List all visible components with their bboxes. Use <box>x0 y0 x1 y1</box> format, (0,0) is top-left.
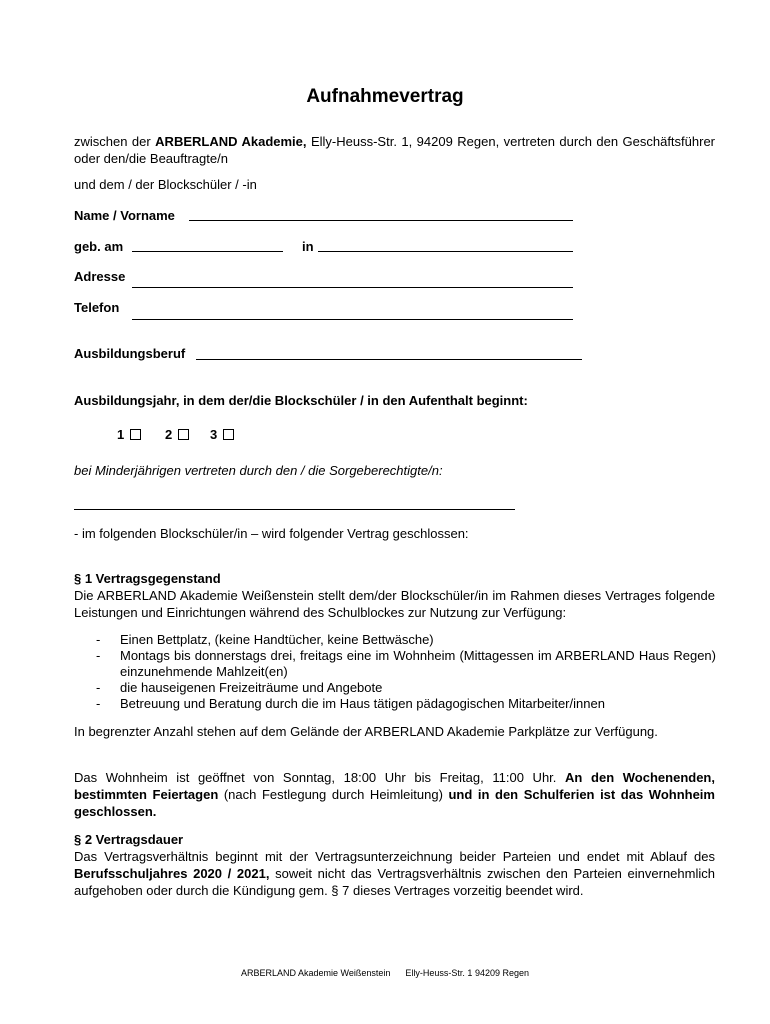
contract-intro: - im folgenden Blockschüler/in – wird folgender Vertrag geschlossen: <box>74 526 469 541</box>
phone-label: Telefon <box>74 300 120 315</box>
opening-text-3: (nach Festlegung durch Heimleitung) <box>218 787 449 802</box>
services-list <box>96 632 716 712</box>
checkbox-icon[interactable] <box>178 429 189 440</box>
opening-text-2: An den Wochenenden, bestimmten Feiertagen <box>74 770 715 802</box>
birthdate-field[interactable] <box>132 238 283 252</box>
checkbox-icon[interactable] <box>130 429 141 440</box>
student-intro: und dem / der Blockschüler / -in <box>74 177 257 192</box>
section-1-text: Die ARBERLAND Akademie Weißenstein stellt dem/der Blockschüler/in im Rahmen dieses Vertrages folgende Leistungen und Einrichtungen während des Schulblockes zur Nutzung zur Verfügung: <box>74 588 715 620</box>
intro-rest: Elly-Heuss-Str. 1, 94209 Regen, vertreten durch den Geschäftsführer oder den/die Beauftragte/n <box>74 134 716 166</box>
name-field[interactable] <box>189 207 573 221</box>
section-2-text-bold: Berufsschuljahres 2020 / 2021, <box>74 866 270 881</box>
footer-org: ARBERLAND Akademie Weißenstein <box>241 968 391 978</box>
year-option-3[interactable] <box>210 427 234 442</box>
checkbox-icon[interactable] <box>223 429 234 440</box>
parking-paragraph: In begrenzter Anzahl stehen auf dem Gelände der ARBERLAND Akademie Parkplätze zur Verfügung. <box>74 724 658 739</box>
birthplace-label: in <box>302 239 314 254</box>
profession-field[interactable] <box>196 346 582 360</box>
section-2-heading: § 2 Vertragsdauer <box>74 832 184 847</box>
intro-paragraph <box>74 133 715 167</box>
list-item: - Betreuung und Beratung durch die im Haus tätigen pädagogischen Mitarbeiter/innen <box>96 696 716 712</box>
profession-label: Ausbildungsberuf <box>74 346 186 361</box>
list-item-text: die hauseigenen Freizeiträume und Angebote <box>120 680 383 695</box>
year-option-1-label: 1 <box>117 427 125 442</box>
section-1-heading: § 1 Vertragsgegenstand <box>74 571 221 586</box>
birthdate-label: geb. am <box>74 239 124 254</box>
document-title: Aufnahmevertrag <box>306 86 464 107</box>
intro-org: ARBERLAND Akademie, <box>155 134 307 149</box>
opening-text-4: und in den Schulferien ist das Wohnheim geschlossen. <box>74 787 715 819</box>
footer-address: Elly-Heuss-Str. 1 94209 Regen <box>405 968 529 978</box>
section-2-text <box>74 848 715 899</box>
guardian-field[interactable] <box>74 497 515 510</box>
year-option-3-label: 3 <box>210 427 218 442</box>
list-item: - Montags bis donnerstags drei, freitags eine im Wohnheim (Mittagessen im ARBERLAND Haus Regen) einzunehmende Mahlzeit(en) <box>96 648 716 679</box>
birthplace-field[interactable] <box>318 238 573 252</box>
page-footer <box>0 968 770 978</box>
opening-hours-paragraph <box>74 769 715 820</box>
section-1 <box>74 570 715 621</box>
year-option-1[interactable] <box>117 427 141 442</box>
list-item: - die hauseigenen Freizeiträume und Angebote <box>96 680 716 696</box>
list-item: - Einen Bettplatz, (keine Handtücher, keine Bettwäsche) <box>96 632 716 648</box>
section-2-text-1: Das Vertragsverhältnis beginnt mit der Vertragsunterzeichnung beider Parteien und endet mit Ablauf des <box>74 849 715 864</box>
training-year-label: Ausbildungsjahr, in dem der/die Blockschüler / in den Aufenthalt beginnt: <box>74 393 528 408</box>
guardian-note: bei Minderjährigen vertreten durch den / die Sorgeberechtigte/n: <box>74 463 443 478</box>
address-label: Adresse <box>74 269 126 284</box>
address-field[interactable] <box>132 274 573 288</box>
section-2-text-2: soweit nicht das Vertragsverhältnis zwischen den Parteien einvernehmlich aufgehoben oder durch die Kündigung gem. § 7 dieses Vertrages vorzeitig beendet wird. <box>74 866 715 898</box>
year-option-2[interactable] <box>165 427 189 442</box>
list-item-text: Einen Bettplatz, (keine Handtücher, keine Bettwäsche) <box>120 632 434 647</box>
intro-prefix: zwischen der <box>74 134 156 149</box>
phone-field[interactable] <box>132 306 573 320</box>
list-item-text: Montags bis donnerstags drei, freitags eine im Wohnheim (Mittagessen im ARBERLAND Haus Regen) einzunehmende Mahlzeit(en) <box>120 648 716 679</box>
name-label: Name / Vorname <box>74 208 175 223</box>
opening-text-1: Das Wohnheim ist geöffnet von Sonntag, 18:00 Uhr bis Freitag, 11:00 Uhr. <box>74 770 566 785</box>
list-item-text: Betreuung und Beratung durch die im Haus tätigen pädagogischen Mitarbeiter/innen <box>120 696 605 711</box>
year-option-2-label: 2 <box>165 427 173 442</box>
section-2 <box>74 831 715 899</box>
